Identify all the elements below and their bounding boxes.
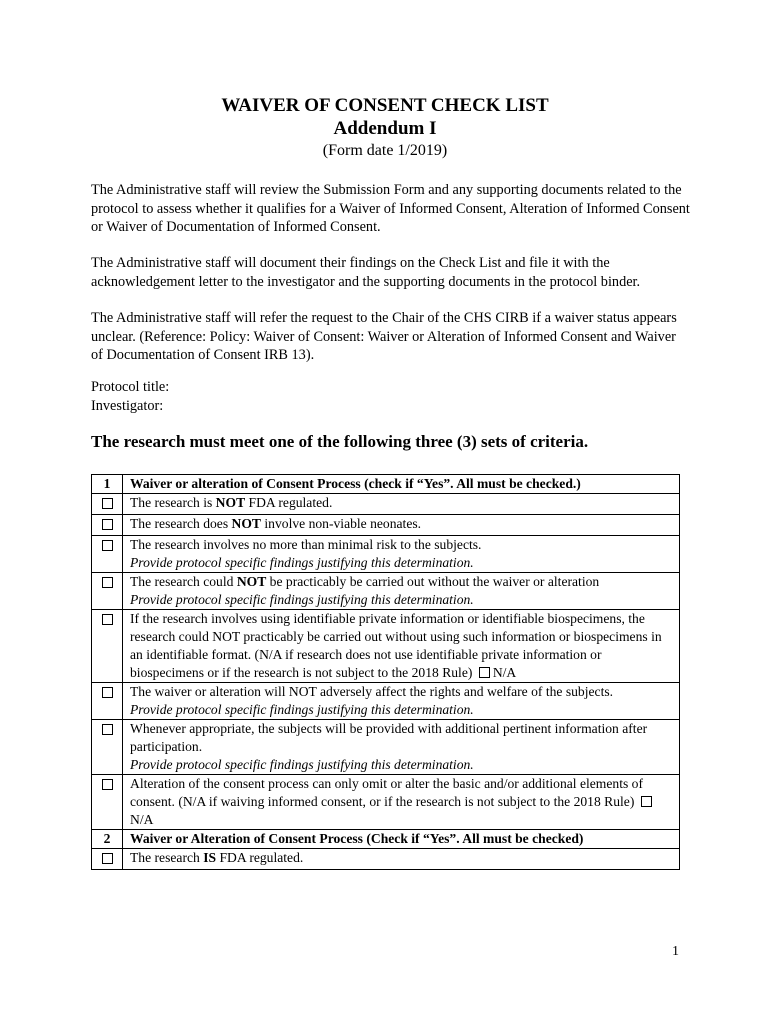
checklist-row [92, 683, 680, 720]
na-checkbox[interactable] [641, 796, 652, 807]
criterion-text: Whenever appropriate, the subjects will be provided with additional pertinent information after participation. Provide protocol specific findings justifying this determination. [123, 720, 680, 775]
criterion-text: The research IS FDA regulated. [123, 849, 680, 870]
checklist-row [92, 515, 680, 536]
checkbox[interactable] [102, 853, 113, 864]
criteria-heading: The research must meet one of the following three (3) sets of criteria. [91, 432, 589, 451]
criteria-table [91, 474, 680, 870]
checkbox[interactable] [102, 577, 113, 588]
checklist-row [92, 849, 680, 870]
checkbox[interactable] [102, 519, 113, 530]
justification-note: Provide protocol specific findings justifying this determination. [130, 702, 474, 717]
checklist-row [92, 720, 680, 775]
form-date: (Form date 1/2019) [322, 142, 448, 159]
page-number: 1 [672, 944, 679, 959]
justification-note: Provide protocol specific findings justifying this determination. [130, 757, 474, 772]
section-header: Waiver or alteration of Consent Process (check if “Yes”. All must be checked.) [123, 475, 680, 494]
criterion-text: The research does NOT involve non-viable neonates. [123, 515, 680, 536]
intro-paragraph-refer: The Administrative staff will refer the request to the Chair of the CHS CIRB if a waiver status appears unclear. (Reference: Policy: Waiver of Consent: Waiver or Alteration of Informed Consent and Waiver of Documentation of Consent IRB 13). [91, 310, 677, 363]
section-header: Waiver or Alteration of Consent Process (Check if “Yes”. All must be checked) [123, 830, 680, 849]
section-1-header-row [92, 475, 680, 494]
criterion-text: The research involves no more than minimal risk to the subjects. Provide protocol specific findings justifying this determination. [123, 536, 680, 573]
section-number: 1 [92, 475, 123, 494]
checkbox[interactable] [102, 614, 113, 625]
checklist-row [92, 610, 680, 683]
checklist-row [92, 573, 680, 610]
criterion-text: The research is NOT FDA regulated. [123, 494, 680, 515]
justification-note: Provide protocol specific findings justifying this determination. [130, 555, 474, 570]
intro-paragraph-document: The Administrative staff will document their findings on the Check List and file it with the acknowledgement letter to the investigator and the supporting documents in the protocol binder. [91, 255, 641, 290]
protocol-info [91, 378, 691, 415]
section-number: 2 [92, 830, 123, 849]
document-title: WAIVER OF CONSENT CHECK LIST [221, 95, 549, 116]
criterion-text: Alteration of the consent process can only omit or alter the basic and/or additional elements of consent. (N/A if waiving informed consent, or if the research is not subject to the 2018 Rule) N/A [123, 775, 680, 830]
checkbox[interactable] [102, 724, 113, 735]
intro-paragraph-review: The Administrative staff will review the Submission Form and any supporting documents related to the protocol to assess whether it qualifies for a Waiver of Informed Consent, Alteration of Informed Consent or Waiver of Documentation of Informed Consent. [91, 182, 690, 235]
section-2-header-row [92, 830, 680, 849]
checkbox[interactable] [102, 687, 113, 698]
checkbox[interactable] [102, 540, 113, 551]
criterion-text: If the research involves using identifiable private information or identifiable biospecimens, the research could NOT practicably be carried out without using such information or biospecimens in an identifiable format. (N/A if research does not use identifiable private information or biospecimens or if the research is not subject to the 2018 Rule) N/A [123, 610, 680, 683]
justification-note: Provide protocol specific findings justifying this determination. [130, 592, 474, 607]
checklist-row [92, 775, 680, 830]
protocol-title-label: Protocol title: [91, 379, 170, 395]
na-checkbox[interactable] [479, 667, 490, 678]
criterion-text: The waiver or alteration will NOT adversely affect the rights and welfare of the subjects. Provide protocol specific findings justifying this determination. [123, 683, 680, 720]
checkbox[interactable] [102, 498, 113, 509]
na-label: N/A [492, 665, 517, 680]
checklist-row [92, 536, 680, 573]
na-label: N/A [130, 812, 154, 827]
document-subtitle: Addendum I [333, 118, 437, 139]
criterion-text: The research could NOT be practicably be carried out without the waiver or alteration Provide protocol specific findings justifying this determination. [123, 573, 680, 610]
investigator-label: Investigator: [91, 397, 164, 414]
checkbox[interactable] [102, 779, 113, 790]
checklist-row [92, 494, 680, 515]
